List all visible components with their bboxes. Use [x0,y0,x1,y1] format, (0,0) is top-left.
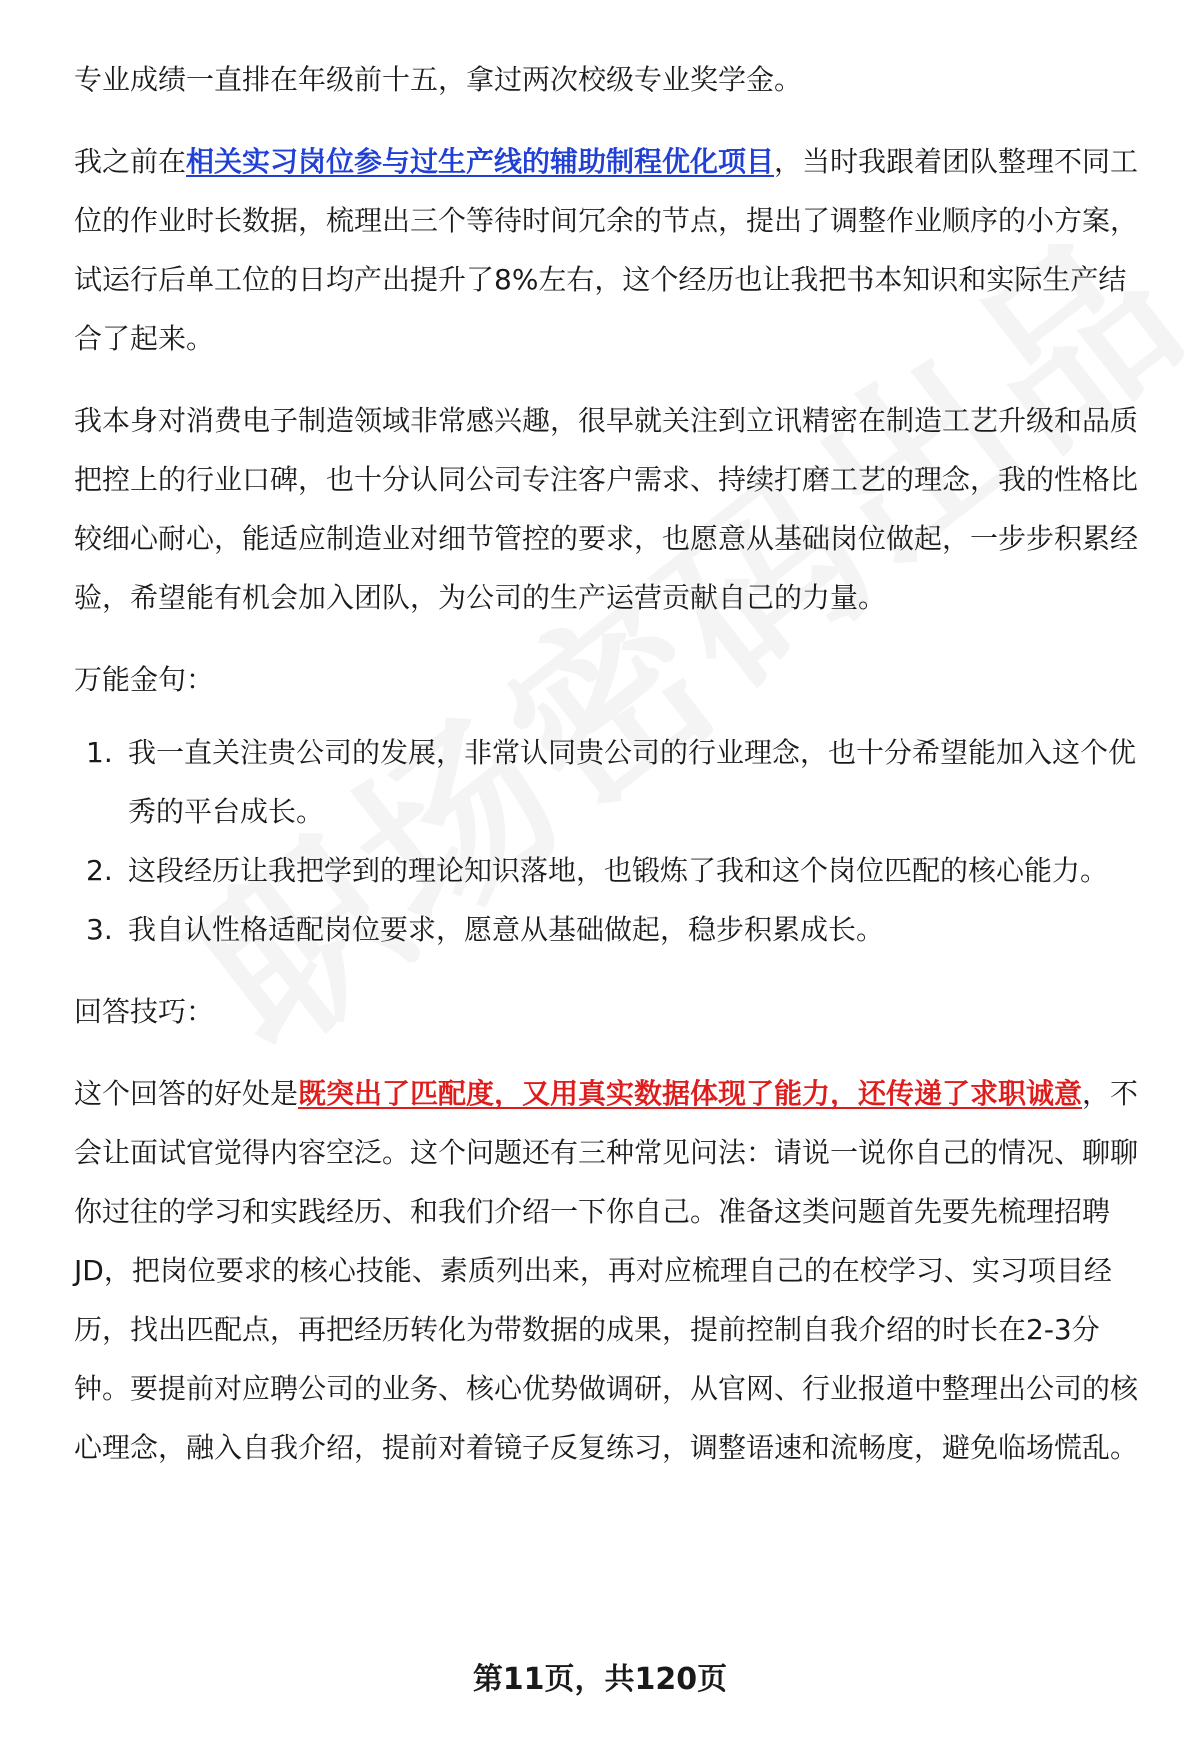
golden-sentences-heading: 万能金句： [74,663,215,696]
internship-paragraph [74,132,1154,368]
golden-sentences-list [74,723,1154,959]
motivation-paragraph: 我本身对消费电子制造领域非常感兴趣，很早就关注到立讯精密在制造工艺升级和品质把控上的行业口碑，也十分认同公司专注客户需求、持续打磨工艺的理念，我的性格比较细心耐心，能适应制造业对细节管控的要求，也愿意从基础岗位做起，一步步积累经验，希望能有机会加入团队，为公司的生产运营贡献自己的力量。 [74,404,1139,614]
list-number: 1. [86,736,113,769]
answer-tips-heading: 回答技巧： [74,995,215,1028]
document-page [74,50,1154,1477]
tips-suffix: ，不会让面试官觉得内容空泛。这个问题还有三种常见问法：请说一说你自己的情况、聊聊你过往的学习和实践经历、和我们介绍一下你自己。准备这类问题首先要先梳理招聘JD，把岗位要求的核心技能、素质列出来，再对应梳理自己的在校学习、实习项目经历，找出匹配点，再把经历转化为带数据的成果，提前控制自我介绍的时长在2-3分钟。要提前对应聘公司的业务、核心优势做调研，从官网、行业报道中整理出公司的核心理念，融入自我介绍，提前对着镜子反复练习，调整语速和流畅度，避免临场慌乱。 [74,1077,1139,1464]
page-number-footer: 第11页，共120页 [472,1662,728,1697]
intro-tail-paragraph: 专业成绩一直排在年级前十五，拿过两次校级专业奖学金。 [74,63,803,96]
list-item-text: 我一直关注贵公司的发展，非常认同贵公司的行业理念，也十分希望能加入这个优秀的平台成长。 [128,736,1137,828]
list-item-text: 这段经历让我把学到的理论知识落地，也锻炼了我和这个岗位匹配的核心能力。 [128,854,1109,887]
internship-prefix: 我之前在 [74,145,187,178]
internship-suffix: ，当时我跟着团队整理不同工位的作业时长数据，梳理出三个等待时间冗余的节点，提出了调整作业顺序的小方案，试运行后单工位的日均产出提升了8%左右，这个经历也让我把书本知识和实际生产结合了起来。 [74,145,1139,355]
list-item-text: 我自认性格适配岗位要求，愿意从基础做起，稳步积累成长。 [128,913,885,946]
internship-highlight-link[interactable]: 相关实习岗位参与过生产线的辅助制程优化项目 [186,145,775,178]
list-item [74,841,1154,900]
list-item [74,900,1154,959]
tips-highlight: 既突出了匹配度，又用真实数据体现了能力，还传递了求职诚意 [298,1077,1083,1110]
list-number: 2. [86,854,113,887]
tips-paragraph [74,1064,1154,1477]
list-item [74,723,1154,841]
tips-prefix: 这个回答的好处是 [74,1077,299,1110]
list-number: 3. [86,913,113,946]
